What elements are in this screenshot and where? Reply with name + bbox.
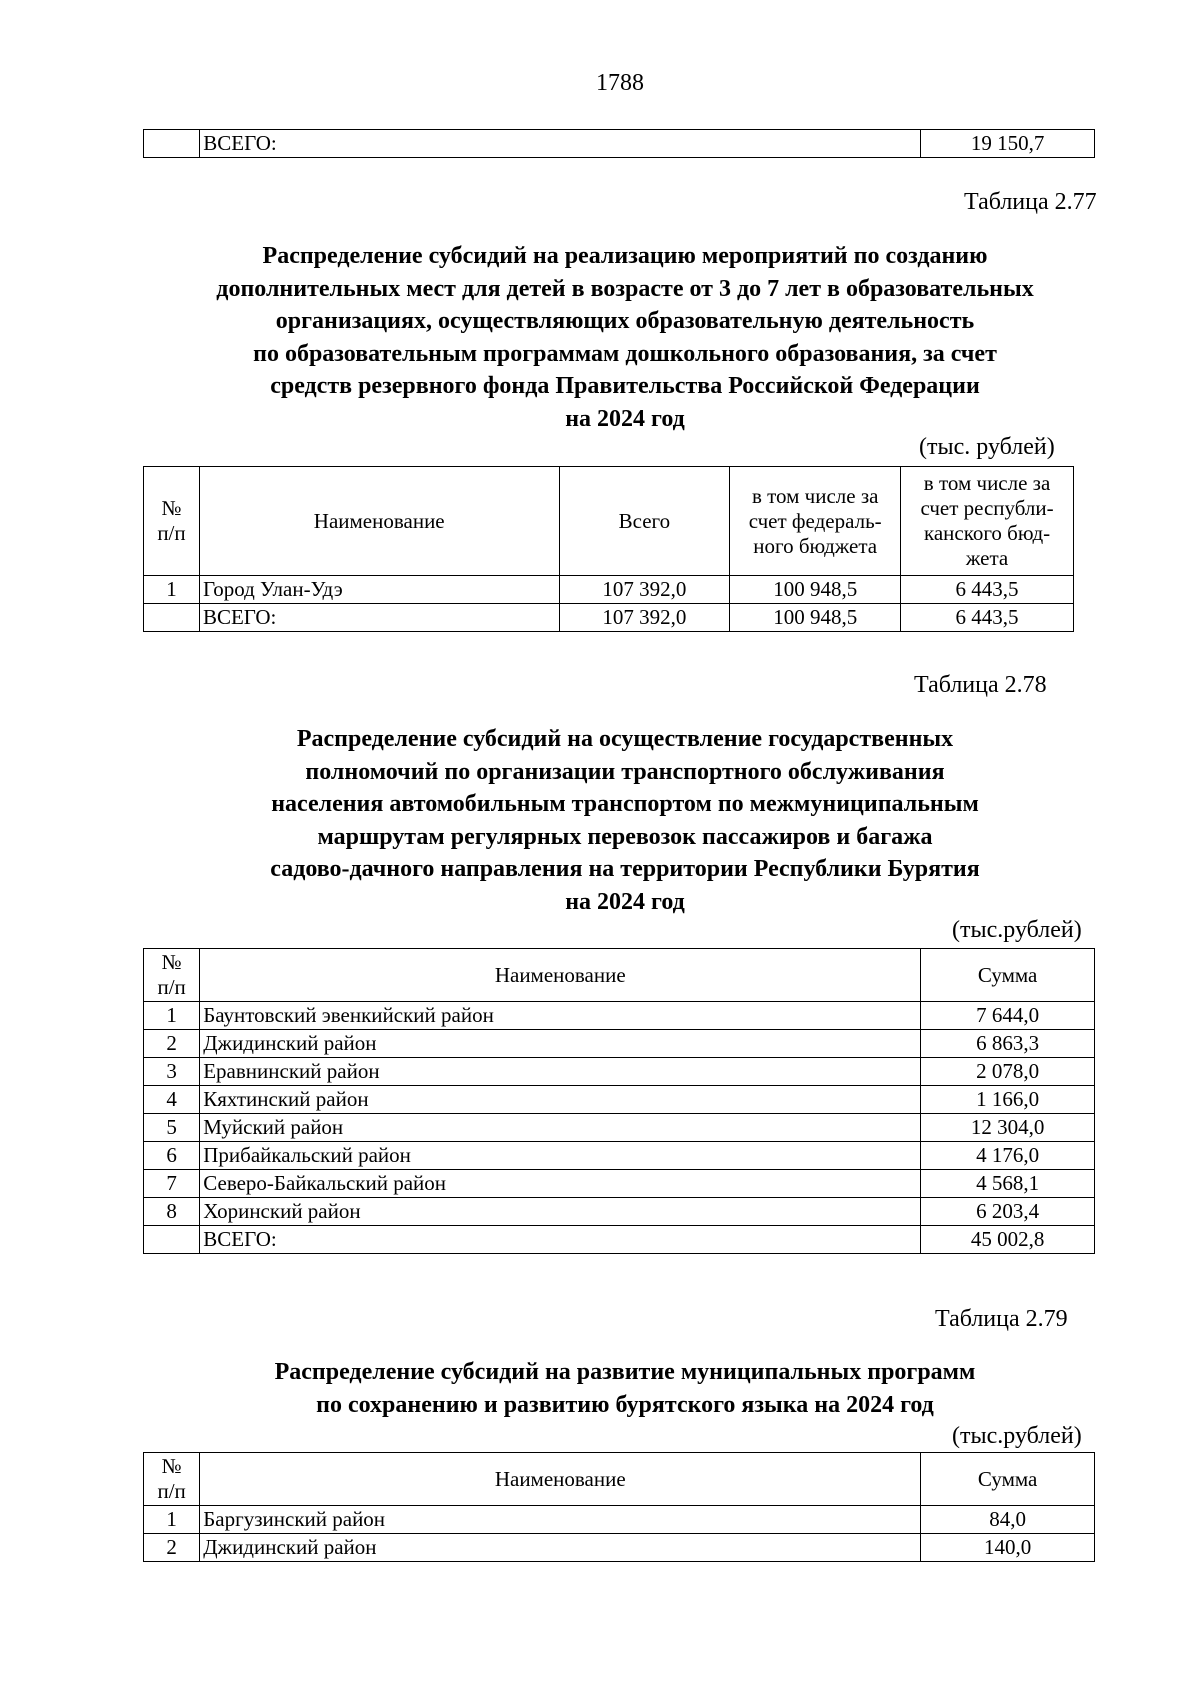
page-number: 1788 [596, 70, 644, 96]
header-total: Всего [559, 467, 730, 576]
header-num: № п/п [144, 1453, 200, 1506]
header-sum: Сумма [921, 949, 1095, 1002]
unit-label: (тыс.рублей) [952, 917, 1082, 943]
table-label-2-77: Таблица 2.77 [964, 189, 1097, 215]
table-row: 4 Кяхтинский район 1 166,0 [144, 1086, 1095, 1114]
header-republic: в том числе за счет республи- канского бюд- жета [901, 467, 1074, 576]
header-name: Наименование [200, 1453, 921, 1506]
header-federal: в том числе за счет федераль- ного бюджета [730, 467, 901, 576]
table-row-total: ВСЕГО: 45 002,8 [144, 1226, 1095, 1254]
table-2-78 [143, 948, 1095, 1254]
header-num: № п/п [144, 467, 200, 576]
total-label: ВСЕГО: [200, 130, 921, 158]
table-header-row [144, 949, 1095, 1002]
table-row: 2 Джидинский район 140,0 [144, 1534, 1095, 1562]
unit-label: (тыс. рублей) [919, 434, 1055, 460]
table-row: 7 Северо-Байкальский район 4 568,1 [144, 1170, 1095, 1198]
header-num: № п/п [144, 949, 200, 1002]
table-row: 5 Муйский район 12 304,0 [144, 1114, 1095, 1142]
header-name: Наименование [200, 949, 921, 1002]
unit-label: (тыс.рублей) [952, 1423, 1082, 1449]
table-row: 1 Баргузинский район 84,0 [144, 1506, 1095, 1534]
table-row: 2 Джидинский район 6 863,3 [144, 1030, 1095, 1058]
total-value: 19 150,7 [921, 130, 1095, 158]
table-header-row [144, 1453, 1095, 1506]
table-header-row [144, 467, 1074, 576]
table-title-2-79: Распределение субсидий на развитие муниципальных программ по сохранению и развитию бурятского языка на 2024 год [274, 1359, 976, 1418]
table-label-2-79: Таблица 2.79 [935, 1306, 1068, 1332]
table-row: 8 Хоринский район 6 203,4 [144, 1198, 1095, 1226]
table-row: 6 Прибайкальский район 4 176,0 [144, 1142, 1095, 1170]
previous-table-total [143, 129, 1095, 158]
header-sum: Сумма [921, 1453, 1095, 1506]
table-row: 1 Город Улан-Удэ 107 392,0 100 948,5 6 443,5 [144, 576, 1074, 604]
table-2-79 [143, 1452, 1095, 1562]
header-name: Наименование [199, 467, 559, 576]
table-title-2-77: Распределение субсидий на реализацию мероприятий по созданию дополнительных мест для детей в возрасте от 3 до 7 лет в образовательных организациях, осуществляющих образовательную деятельность по образовательным программам дошкольного образования, за счет средств резервного фонда Правительства Российской Федерации на 2024 год [216, 243, 1034, 432]
table-row [144, 130, 1095, 158]
table-label-2-78: Таблица 2.78 [914, 672, 1047, 698]
table-row: 1 Баунтовский эвенкийский район 7 644,0 [144, 1002, 1095, 1030]
table-title-2-78: Распределение субсидий на осуществление государственных полномочий по организации транспортного обслуживания населения автомобильным транспортом по межмуниципальным маршрутам регулярных перевозок пассажиров и багажа садово-дачного направления на территории Республики Бурятия на 2024 год [270, 726, 980, 915]
table-row-total: ВСЕГО: 107 392,0 100 948,5 6 443,5 [144, 604, 1074, 632]
table-2-77 [143, 466, 1074, 632]
table-row: 3 Еравнинский район 2 078,0 [144, 1058, 1095, 1086]
